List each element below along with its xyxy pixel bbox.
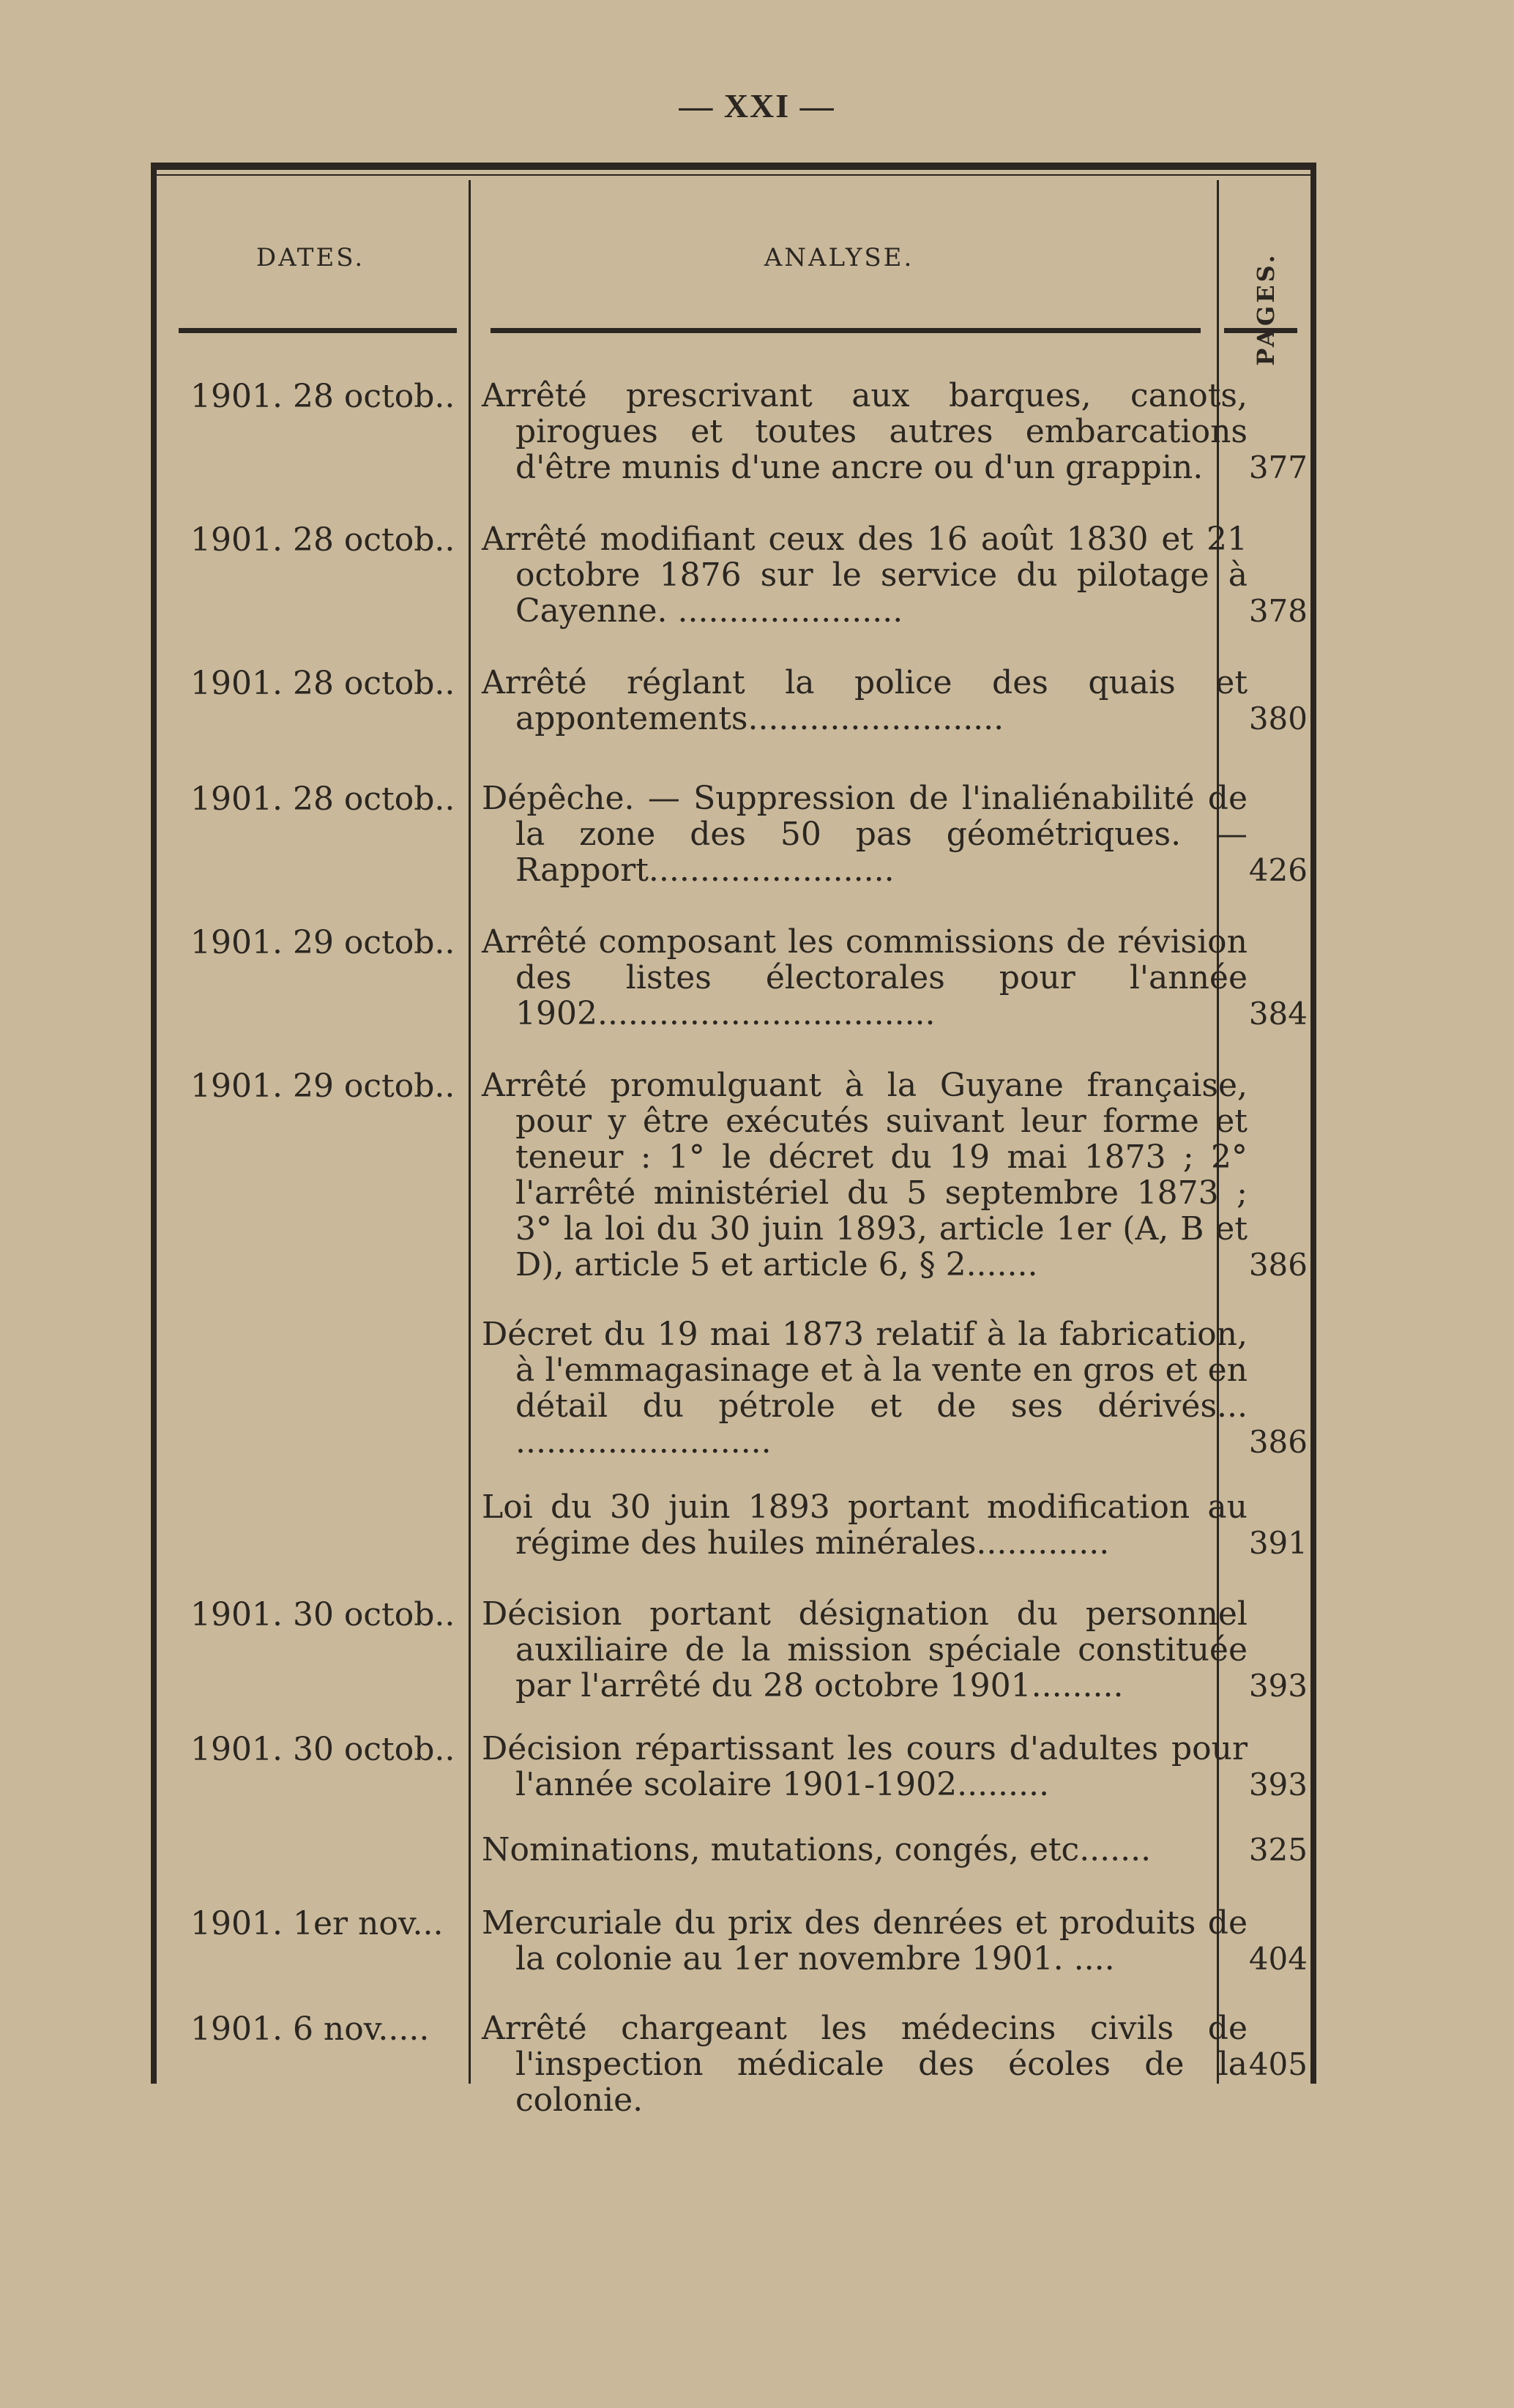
entry-page: 405	[1248, 2046, 1308, 2082]
entry-page: 391	[1248, 1525, 1308, 1561]
entry-date: 1901. 29 octob..	[190, 924, 455, 961]
page-number: — XXI —	[679, 87, 835, 124]
table-frame	[151, 163, 1316, 2119]
column-divider-dates	[469, 180, 471, 2084]
entry-analysis: Arrêté promulguant à la Guyane française, pour y être exécutés suivant leur forme et teneur : 1° le décret du 19 mai 1873 ; 2° l'arrêté ministériel du 5 septembre 1873 ; 3° la loi du 30 juin 1893, article 1er (A, B et D), article 5 et article 6, § 2.......	[482, 1067, 1248, 1283]
top-rule	[157, 174, 1310, 176]
entry-date: 1901. 28 octob..	[190, 378, 455, 415]
entry-date: 1901. 28 octob..	[190, 665, 455, 702]
entry-analysis: Arrêté chargeant les médecins civils de l'inspection médicale des écoles de la colonie.	[482, 2010, 1248, 2119]
header-pages	[1233, 252, 1299, 366]
header-analyse: ANALYSE.	[764, 243, 914, 272]
entry-page: 393	[1248, 1668, 1308, 1704]
entry-page: 377	[1248, 450, 1308, 485]
entry-analysis: Arrêté réglant la police des quais et appontements.........................	[482, 664, 1248, 737]
entry-page: 384	[1248, 996, 1308, 1032]
entry-page: 380	[1248, 701, 1308, 737]
entry-analysis: Loi du 30 juin 1893 portant modification au régime des huiles minérales.............	[482, 1488, 1248, 1562]
entry-analysis: Nominations, mutations, congés, etc.......	[482, 1831, 1152, 1868]
entry-page: 404	[1248, 1941, 1308, 1977]
entry-analysis: Décision répartissant les cours d'adultes pour l'année scolaire 1901-1902.........	[482, 1730, 1248, 1803]
entry-date: 1901. 1er nov...	[190, 1905, 444, 1942]
entry-date: 1901. 30 octob..	[190, 1731, 455, 1768]
entry-analysis: Arrêté composant les commissions de révision des listes électorales pour l'année 1902.................................	[482, 923, 1248, 1032]
entry-analysis: Décret du 19 mai 1873 relatif à la fabrication, à l'emmagasinage et à la vente en gros et en détail du pétrole et de ses dérivés... .........................	[482, 1316, 1248, 1461]
entry-page: 325	[1248, 1832, 1308, 1868]
header-underline-dates	[179, 328, 457, 333]
entry-date: 1901. 6 nov.....	[190, 2010, 430, 2048]
entry-page: 386	[1248, 1424, 1308, 1460]
entry-date: 1901. 28 octob..	[190, 780, 455, 818]
header-pages-label: PAGES.	[1252, 252, 1280, 366]
entry-page: 426	[1248, 852, 1308, 888]
entry-analysis: Dépêche. — Suppression de l'inaliénabilité de la zone des 50 pas géométriques. — Rapport........................	[482, 780, 1248, 889]
entry-analysis: Décision portant désignation du personnel auxiliaire de la mission spéciale constituée par l'arrêté du 28 octobre 1901.........	[482, 1595, 1248, 1704]
entry-page: 386	[1248, 1247, 1308, 1283]
entry-page: 393	[1248, 1767, 1308, 1803]
entry-date: 1901. 28 octob..	[190, 521, 455, 559]
entry-analysis: Mercuriale du prix des denrées et produits de la colonie au 1er novembre 1901. ....	[482, 1904, 1248, 1978]
entry-page: 378	[1248, 593, 1308, 629]
header-underline-analyse	[491, 328, 1201, 333]
entry-date: 1901. 29 octob..	[190, 1067, 455, 1105]
entry-analysis: Arrêté modifiant ceux des 16 août 1830 et 21 octobre 1876 sur le service du pilotage à Cayenne. ......................	[482, 521, 1248, 630]
header-dates: DATES.	[256, 243, 365, 272]
entry-date: 1901. 30 octob..	[190, 1596, 455, 1633]
entry-analysis: Arrêté prescrivant aux barques, canots, pirogues et toutes autres embarcations d'être munis d'une ancre ou d'un grappin.	[482, 377, 1248, 486]
header-underline-pages	[1224, 328, 1297, 333]
